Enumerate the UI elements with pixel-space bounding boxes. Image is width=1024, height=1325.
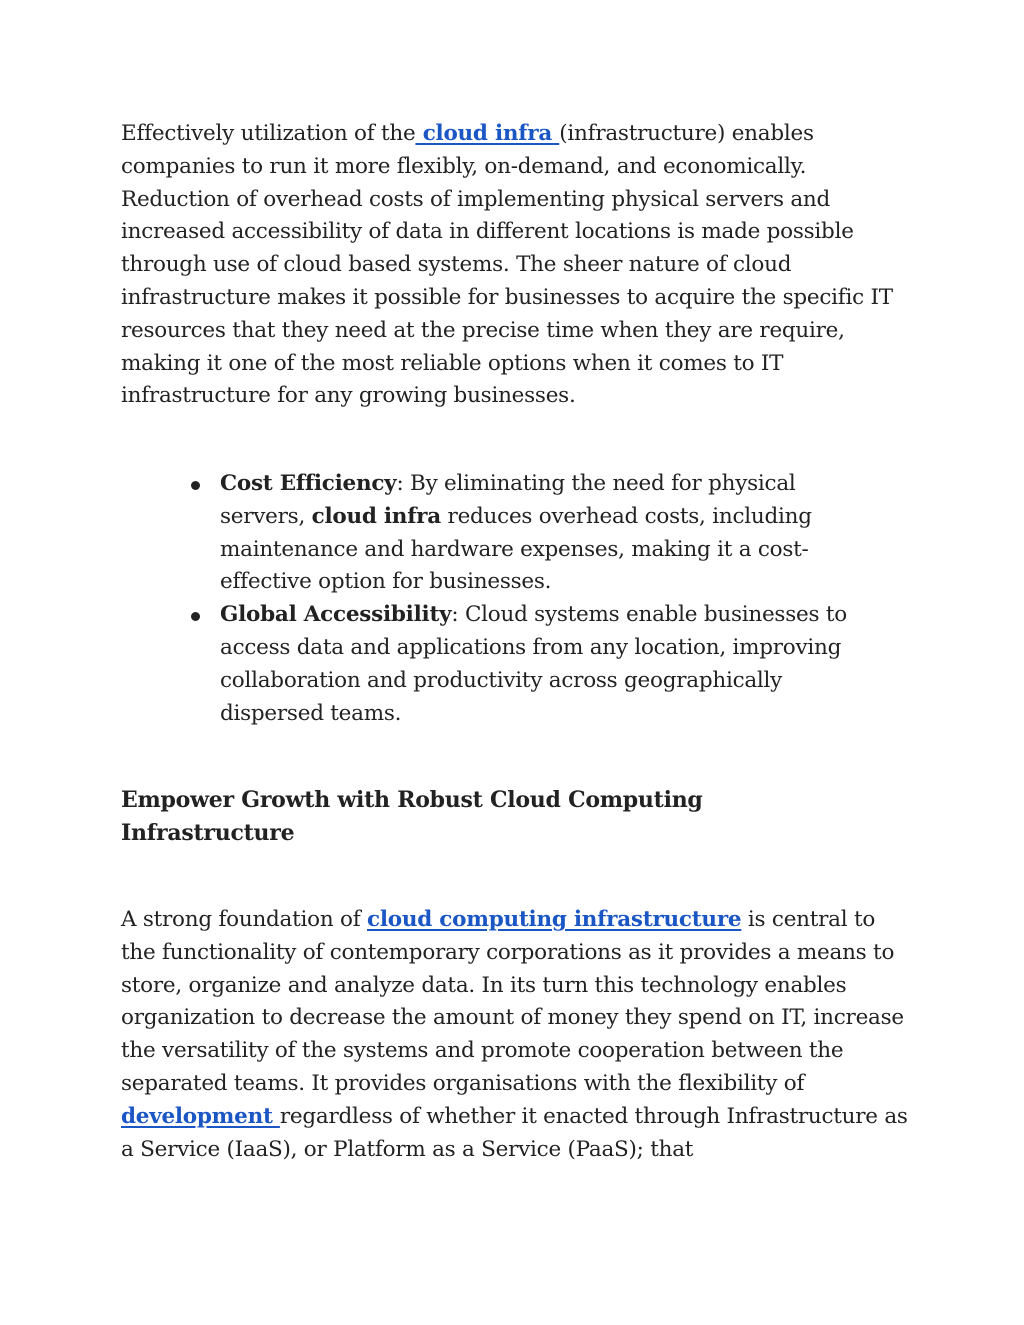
section-heading: Empower Growth with Robust Cloud Computing Infrastructure [121,787,703,846]
foundation-paragraph [121,904,911,1166]
list-item-text-end: reduces overhead costs, including maintenance and hardware expenses, making it a cost-effective option for businesses. [220,503,812,595]
development-link[interactable]: development [121,1103,280,1129]
list-item-text: : Cloud systems enable businesses to access data and applications from any location, improving collaboration and productivity across geographically dispersed teams. [220,602,847,726]
foundation-text-middle: is central to the functionality of contemporary corporations as it provides a means to store, organize and analyze data. In its turn this technology enables organization to decrease the amount of money they spend on IT, increase the versatility of the systems and promote cooperation between the separated teams. It provides organisations with the flexibility of [121,907,904,1096]
cloud-infra-link[interactable]: cloud infra [415,121,560,146]
bullet-icon [191,612,200,621]
benefits-list [189,468,849,730]
list-item-text: : By eliminating the need for physical servers, [220,471,796,529]
list-item-bold-term: cloud infra [311,503,441,529]
list-item-cost-efficiency [189,468,849,599]
list-item-global-accessibility [189,599,849,730]
list-item-title: Global Accessibility [220,602,452,628]
cloud-computing-infrastructure-link[interactable]: cloud computing infrastructure [367,907,742,932]
bullet-icon [191,481,200,490]
intro-text-rest: (infrastructure) enables companies to run it more flexibly, on-demand, and economically. Reduction of overhead costs of implementing physical servers and increased accessibility of data in different locations is made possible through use of cloud based systems. The sheer nature of cloud infrastructure makes it possible for businesses to acquire the specific IT resources that they need at the precise time when they are require, making it one of the most reliable options when it comes to IT infrastructure for any growing businesses. [121,121,893,409]
intro-text-start: Effectively utilization of the [121,121,416,146]
foundation-text-end: regardless of whether it enacted through Infrastructure as a Service (IaaS), or Platform as a Service (PaaS); that [121,1103,908,1162]
list-item-title: Cost Efficiency [220,471,397,496]
intro-paragraph [121,118,911,413]
foundation-text-start: A strong foundation of [121,907,368,932]
